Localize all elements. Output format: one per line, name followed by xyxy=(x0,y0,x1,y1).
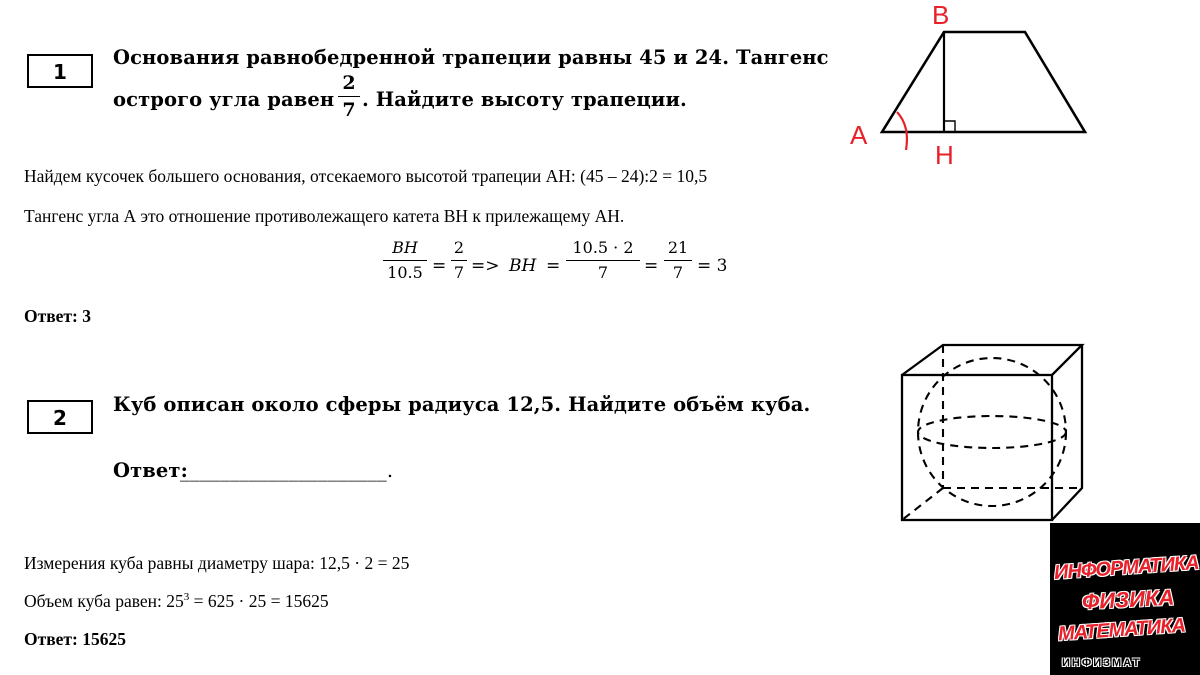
task2-text: Куб описан около сферы радиуса 12,5. Найдите объём куба. xyxy=(113,393,811,416)
eq-f3-den: 7 xyxy=(597,263,609,282)
infizmat-logo xyxy=(1050,523,1200,675)
cube-sphere-figure xyxy=(880,338,1090,528)
task-number-box xyxy=(27,400,93,434)
task1-text-line1: Основания равнобедренной трапеции равны 45 и 24. Тангенс xyxy=(113,46,829,69)
task2-answer-label: Ответ: xyxy=(113,459,188,482)
fraction-numerator: 2 xyxy=(342,72,356,94)
trapezoid-outline xyxy=(882,32,1085,132)
eq-f1-den: 10.5 xyxy=(387,263,423,282)
eq-implies: => xyxy=(471,256,500,276)
eq-fraction-4 xyxy=(664,238,692,283)
cube-hidden-edge xyxy=(902,488,943,520)
eq-f2-num: 2 xyxy=(453,238,465,257)
sphere-equator xyxy=(918,416,1066,448)
sphere-outline xyxy=(918,358,1066,506)
solution1-line1: Найдем кусочек большего основания, отсекаемого высотой трапеции АН: (45 – 24):2 = 10,5 xyxy=(24,166,708,186)
answer2: Ответ: 15625 xyxy=(24,629,126,649)
vertex-label-b: B xyxy=(932,0,950,30)
task1-fraction xyxy=(338,72,360,121)
eq-fraction-2 xyxy=(451,238,467,283)
eq-f2-den: 7 xyxy=(453,263,465,282)
logo-footer: ИНФИЗМАТ xyxy=(1062,657,1142,669)
right-angle-mark xyxy=(944,121,955,132)
exponent: 3 xyxy=(183,591,190,604)
logo-line-matematika: МАТЕМАТИКА xyxy=(1057,614,1186,646)
eq-sign-2: = xyxy=(546,256,561,276)
solution2-line2-start: Объем куба равен: 25 xyxy=(24,591,184,611)
task2-answer-line: _____________________. xyxy=(180,459,394,482)
solution2-line2 xyxy=(24,591,329,612)
solution2-line1: Измерения куба равны диаметру шара: 12,5 · 2 = 25 xyxy=(24,553,410,573)
eq-fraction-3 xyxy=(566,238,640,283)
eq-result: = 3 xyxy=(697,256,728,276)
vertex-label-a: A xyxy=(850,120,868,150)
eq-sign-3: = xyxy=(644,256,659,276)
eq-f4-num: 21 xyxy=(667,238,689,257)
eq-f4-den: 7 xyxy=(672,263,684,282)
answer1: Ответ: 3 xyxy=(24,306,91,326)
vertex-label-h: H xyxy=(935,140,954,165)
task1-text-line2-end: . Найдите высоту трапеции. xyxy=(362,88,687,111)
eq-f3-num: 10.5 · 2 xyxy=(572,238,634,257)
task1-text-line2-start: острого угла равен xyxy=(113,88,335,111)
task-number: 2 xyxy=(53,406,67,430)
trapezoid-figure xyxy=(840,0,1100,165)
logo-line-informatika: ИНФОРМАТИКА xyxy=(1053,551,1200,585)
solution1-line2: Тангенс угла А это отношение противолежащего катета ВН к прилежащему АН. xyxy=(24,206,625,226)
cube-top-edges xyxy=(902,345,1082,375)
eq-f1-num: BH xyxy=(392,238,418,257)
solution2-line2-end: = 625 · 25 = 15625 xyxy=(189,591,329,611)
cube-front-face xyxy=(902,375,1052,520)
eq-fraction-1 xyxy=(383,238,427,283)
task-number: 1 xyxy=(53,60,67,84)
fraction-denominator: 7 xyxy=(342,99,356,121)
logo-line-fizika: ФИЗИКА xyxy=(1081,584,1175,615)
task-number-box xyxy=(27,54,93,88)
eq-lhs: BH xyxy=(509,256,537,276)
eq-sign-1: = xyxy=(432,256,447,276)
